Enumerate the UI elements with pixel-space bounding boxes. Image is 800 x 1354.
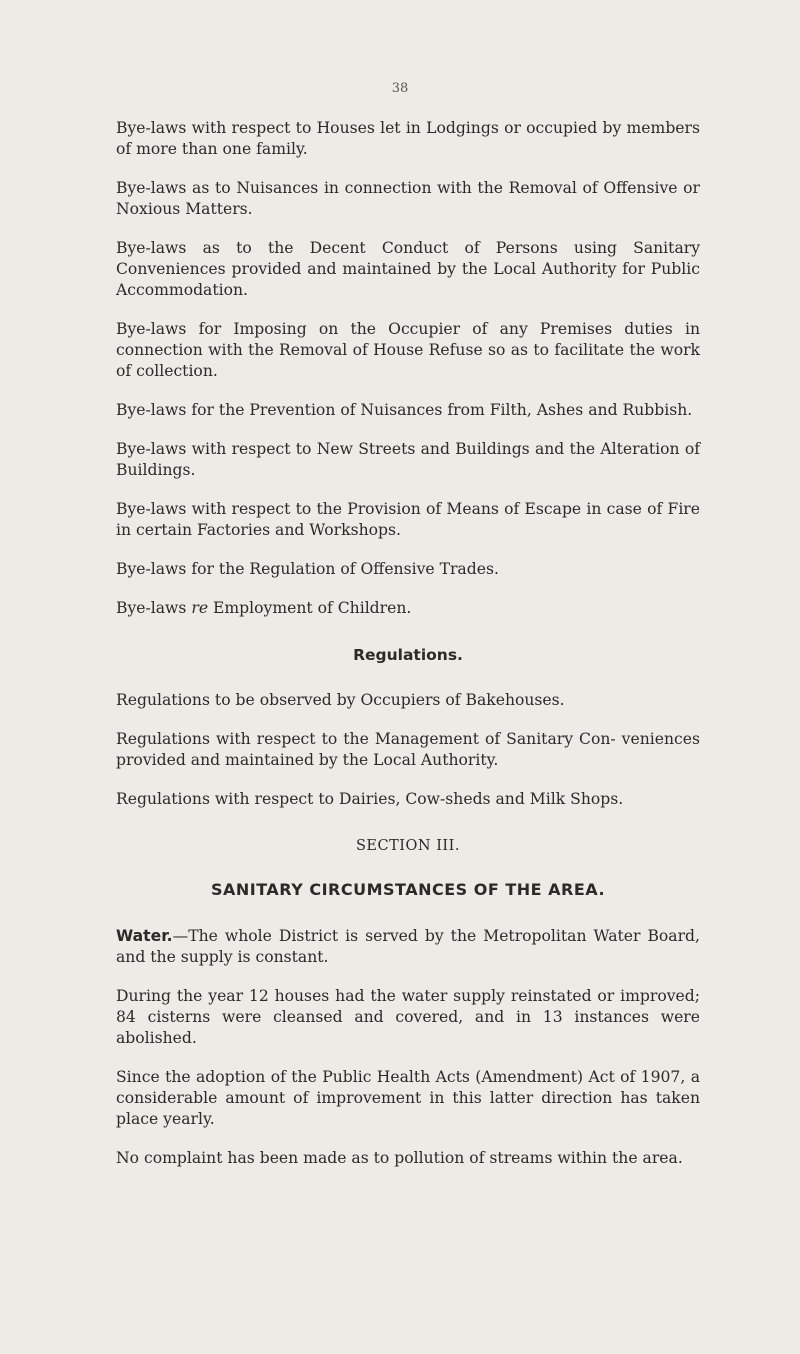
- water-text: —The whole District is served by the Metropolitan Water Board, and the supply is constant.: [116, 927, 700, 966]
- regulations-heading: Regulations.: [353, 646, 463, 664]
- sanitary-heading: SANITARY CIRCUMSTANCES OF THE AREA.: [210, 880, 606, 899]
- byelaw-paragraph: Bye-laws for the Regulation of Offensive Trades.: [116, 560, 499, 578]
- byelaw-paragraph: Bye-laws as to Nuisances in connection with the Removal of Offensive or Noxious Matters.: [116, 179, 700, 218]
- byelaw-children-paragraph: [116, 598, 700, 619]
- water-detail-paragraph: During the year 12 houses had the water supply reinstated or improved; 84 cisterns were cleansed and covered, and in 13 instances were abolished.: [116, 987, 700, 1047]
- water-detail-paragraph: Since the adoption of the Public Health Acts (Amendment) Act of 1907, a considerable amount of improvement in this latter direction has taken place yearly.: [116, 1068, 700, 1128]
- byelaw-children-re: re: [191, 599, 209, 617]
- byelaw-children-suffix: Employment of Children.: [208, 599, 412, 617]
- section-heading: SECTION III.: [356, 838, 460, 854]
- byelaw-paragraph: Bye-laws as to the Decent Conduct of Persons using Sanitary Conveniences provided and maintained by the Local Authority for Public Accommodation.: [116, 239, 700, 299]
- byelaw-children-prefix: Bye-laws: [116, 599, 192, 617]
- byelaw-paragraph: Bye-laws with respect to Houses let in Lodgings or occupied by members of more than one family.: [116, 119, 700, 158]
- byelaw-paragraph: Bye-laws for the Prevention of Nuisances from Filth, Ashes and Rubbish.: [116, 401, 693, 419]
- page-content: [116, 118, 700, 1187]
- regulation-paragraph: Regulations to be observed by Occupiers of Bakehouses.: [116, 691, 565, 709]
- page-number: 38: [391, 81, 409, 96]
- water-paragraph: [116, 926, 700, 968]
- water-lead: Water.: [116, 927, 173, 945]
- byelaw-paragraph: Bye-laws with respect to New Streets and Buildings and the Alteration of Buildings.: [116, 440, 700, 479]
- water-detail-paragraph: No complaint has been made as to pollution of streams within the area.: [116, 1149, 683, 1167]
- byelaw-paragraph: Bye-laws with respect to the Provision of Means of Escape in case of Fire in certain Factories and Workshops.: [116, 500, 700, 539]
- regulation-paragraph: Regulations with respect to Dairies, Cow-sheds and Milk Shops.: [116, 790, 624, 808]
- byelaw-paragraph: Bye-laws for Imposing on the Occupier of any Premises duties in connection with the Removal of House Refuse so as to facilitate the work of collection.: [116, 320, 700, 380]
- regulation-paragraph: Regulations with respect to the Management of Sanitary Con- veniences provided and maintained by the Local Authority.: [116, 730, 700, 769]
